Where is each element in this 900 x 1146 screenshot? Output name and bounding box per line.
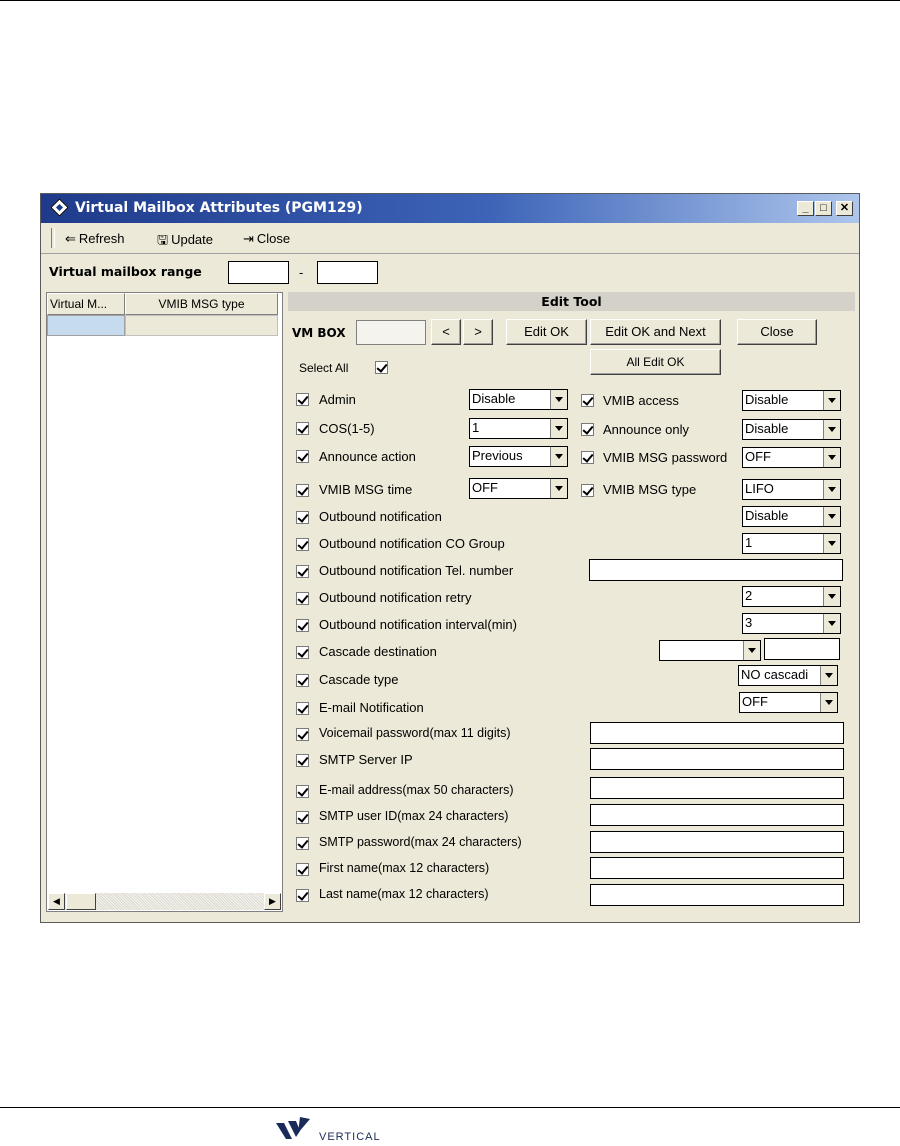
next-button[interactable]: >: [463, 319, 493, 345]
smtp-server-ip-input[interactable]: [590, 748, 844, 770]
vmib-msg-type-select[interactable]: [742, 479, 841, 500]
outbound-co-group-select[interactable]: [742, 533, 841, 554]
edit-ok-next-button[interactable]: Edit OK and Next: [590, 319, 721, 345]
close-toolbar-button[interactable]: [243, 231, 290, 247]
admin-checkbox[interactable]: [296, 393, 309, 406]
smtp-password-checkbox[interactable]: [296, 837, 309, 850]
vmib-access-checkbox[interactable]: [581, 394, 594, 407]
admin-label: Admin: [319, 392, 356, 407]
range-from-input[interactable]: [228, 261, 289, 284]
cascade-type-checkbox[interactable]: [296, 674, 309, 687]
outbound-notification-value: Disable: [745, 508, 789, 523]
outbound-tel-checkbox[interactable]: [296, 565, 309, 578]
chevron-down-icon: [550, 419, 567, 438]
chevron-down-icon: [550, 390, 567, 409]
smtp-user-id-checkbox[interactable]: [296, 811, 309, 824]
last-name-input[interactable]: [590, 884, 844, 906]
outbound-interval-select[interactable]: [742, 613, 841, 634]
scroll-thumb[interactable]: [66, 893, 96, 910]
chevron-down-icon: [823, 448, 840, 467]
scroll-right-icon[interactable]: ▶: [264, 893, 281, 910]
grid-selected-cell[interactable]: [47, 315, 125, 336]
edit-tool-header: Edit Tool: [288, 292, 855, 311]
cos-checkbox[interactable]: [296, 422, 309, 435]
app-icon: [50, 198, 68, 216]
outbound-co-group-label: Outbound notification CO Group: [319, 536, 505, 551]
announce-action-select[interactable]: [469, 446, 568, 467]
outbound-retry-value: 2: [745, 588, 753, 603]
last-name-checkbox[interactable]: [296, 889, 309, 902]
chevron-down-icon: [550, 479, 567, 498]
chevron-down-icon: [820, 693, 837, 712]
chevron-down-icon: [550, 447, 567, 466]
select-all-checkbox[interactable]: [375, 361, 388, 374]
top-rule: [0, 0, 900, 1]
grid-header-virtual-mailbox[interactable]: Virtual M...: [47, 293, 125, 315]
outbound-interval-value: 3: [745, 615, 753, 630]
cascade-type-label: Cascade type: [319, 672, 399, 687]
smtp-user-id-input[interactable]: [590, 804, 844, 826]
vm-box-label: VM BOX: [292, 326, 346, 340]
save-icon: 🖫: [157, 232, 169, 247]
cascade-type-value: NO cascadi: [741, 667, 809, 682]
scroll-left-icon[interactable]: ◀: [48, 893, 65, 910]
cos-label: COS(1-5): [319, 421, 375, 436]
vmib-msg-password-checkbox[interactable]: [581, 451, 594, 464]
prev-button[interactable]: <: [431, 319, 461, 345]
chevron-down-icon: [743, 641, 760, 660]
vmib-msg-password-label: VMIB MSG password: [603, 450, 728, 465]
chevron-down-icon: [823, 587, 840, 606]
outbound-tel-label: Outbound notification Tel. number: [319, 563, 514, 578]
close-window-button[interactable]: ✕: [836, 201, 853, 216]
smtp-password-input[interactable]: [590, 831, 844, 853]
select-all-label: Select All: [299, 361, 349, 375]
vmib-msg-time-checkbox[interactable]: [296, 484, 309, 497]
vmib-access-value: Disable: [745, 392, 789, 407]
announce-action-label: Announce action: [319, 449, 416, 464]
cascade-destination-input[interactable]: [764, 638, 840, 660]
exit-icon: ⇥: [243, 231, 254, 246]
refresh-button[interactable]: [65, 231, 124, 247]
vmib-msg-type-value: LIFO: [745, 481, 774, 496]
bottom-rule: [0, 1107, 900, 1108]
last-name-label: Last name(max 12 characters): [319, 887, 489, 901]
announce-only-select[interactable]: [742, 419, 841, 440]
chevron-down-icon: [823, 391, 840, 410]
first-name-checkbox[interactable]: [296, 863, 309, 876]
close-edit-button[interactable]: Close: [737, 319, 817, 345]
vm-box-input[interactable]: [356, 320, 426, 345]
mailbox-grid[interactable]: [46, 292, 283, 912]
vmib-access-select[interactable]: [742, 390, 841, 411]
smtp-server-ip-checkbox[interactable]: [296, 754, 309, 767]
cascade-type-select[interactable]: [738, 665, 838, 686]
app-window: [40, 193, 860, 923]
email-address-input[interactable]: [590, 777, 844, 799]
grid-cell[interactable]: [125, 315, 278, 336]
minimize-button[interactable]: _: [797, 201, 814, 216]
chevron-down-icon: [823, 534, 840, 553]
outbound-notification-select[interactable]: [742, 506, 841, 527]
vmib-msg-time-value: OFF: [472, 480, 498, 495]
update-button[interactable]: [157, 231, 213, 253]
cos-value: 1: [472, 420, 480, 435]
announce-only-label: Announce only: [603, 422, 690, 437]
first-name-input[interactable]: [590, 857, 844, 879]
vertical-logo-icon: [276, 1117, 316, 1141]
outbound-retry-label: Outbound notification retry: [319, 590, 472, 605]
vmib-access-label: VMIB access: [603, 393, 679, 408]
cascade-destination-label: Cascade destination: [319, 644, 437, 659]
range-to-input[interactable]: [317, 261, 378, 284]
email-notification-label: E-mail Notification: [319, 700, 424, 715]
range-separator: -: [299, 265, 304, 280]
voicemail-password-label: Voicemail password(max 11 digits): [319, 726, 511, 740]
cos-select[interactable]: [469, 418, 568, 439]
update-label: Update: [171, 232, 213, 247]
outbound-notification-checkbox[interactable]: [296, 511, 309, 524]
voicemail-password-input[interactable]: [590, 722, 844, 744]
vmib-msg-type-checkbox[interactable]: [581, 484, 594, 497]
outbound-interval-label: Outbound notification interval(min): [319, 617, 517, 632]
vmib-msg-type-label: VMIB MSG type: [603, 482, 697, 497]
outbound-retry-select[interactable]: [742, 586, 841, 607]
vmib-msg-time-label: VMIB MSG time: [319, 482, 413, 497]
outbound-co-group-checkbox[interactable]: [296, 538, 309, 551]
email-address-label: E-mail address(max 50 characters): [319, 783, 514, 797]
edit-ok-button[interactable]: Edit OK: [506, 319, 587, 345]
email-notification-value: OFF: [742, 694, 768, 709]
outbound-interval-checkbox[interactable]: [296, 619, 309, 632]
smtp-password-label: SMTP password(max 24 characters): [319, 835, 522, 849]
smtp-user-id-label: SMTP user ID(max 24 characters): [319, 809, 509, 823]
cascade-destination-checkbox[interactable]: [296, 646, 309, 659]
window-title: Virtual Mailbox Attributes (PGM129): [75, 200, 363, 216]
chevron-down-icon: [823, 480, 840, 499]
email-notification-checkbox[interactable]: [296, 702, 309, 715]
chevron-down-icon: [823, 507, 840, 526]
refresh-label: Refresh: [78, 231, 125, 246]
email-notification-select[interactable]: [739, 692, 838, 713]
all-edit-ok-button[interactable]: All Edit OK: [590, 349, 721, 375]
announce-action-checkbox[interactable]: [296, 450, 309, 463]
maximize-button[interactable]: □: [815, 201, 832, 216]
chevron-down-icon: [823, 614, 840, 633]
smtp-server-ip-label: SMTP Server IP: [319, 752, 413, 767]
announce-only-value: Disable: [745, 421, 789, 436]
toolbar-grip: [51, 228, 55, 248]
brand-name: VERTICAL: [319, 1131, 381, 1143]
announce-only-checkbox[interactable]: [581, 423, 594, 436]
grid-header-vmib-msg-type[interactable]: VMIB MSG type: [125, 293, 278, 315]
chevron-down-icon: [823, 420, 840, 439]
back-arrow-icon: ⇐: [65, 231, 76, 246]
chevron-down-icon: [820, 666, 837, 685]
horizontal-scrollbar[interactable]: [48, 893, 281, 910]
voicemail-password-checkbox[interactable]: [296, 728, 309, 741]
cascade-destination-select[interactable]: [659, 640, 761, 661]
close-label: Close: [256, 231, 291, 246]
outbound-retry-checkbox[interactable]: [296, 592, 309, 605]
admin-value: Disable: [472, 391, 516, 406]
admin-select[interactable]: [469, 389, 568, 410]
vmib-msg-password-select[interactable]: [742, 447, 841, 468]
email-address-checkbox[interactable]: [296, 785, 309, 798]
announce-action-value: Previous: [472, 448, 523, 463]
title-bar[interactable]: [41, 194, 859, 223]
vmib-msg-password-value: OFF: [745, 449, 771, 464]
outbound-co-group-value: 1: [745, 535, 753, 550]
outbound-notification-label: Outbound notification: [319, 509, 442, 524]
first-name-label: First name(max 12 characters): [319, 861, 490, 875]
vmib-msg-time-select[interactable]: [469, 478, 568, 499]
toolbar: [41, 223, 859, 254]
outbound-tel-input[interactable]: [589, 559, 843, 581]
range-label: Virtual mailbox range: [49, 264, 202, 279]
